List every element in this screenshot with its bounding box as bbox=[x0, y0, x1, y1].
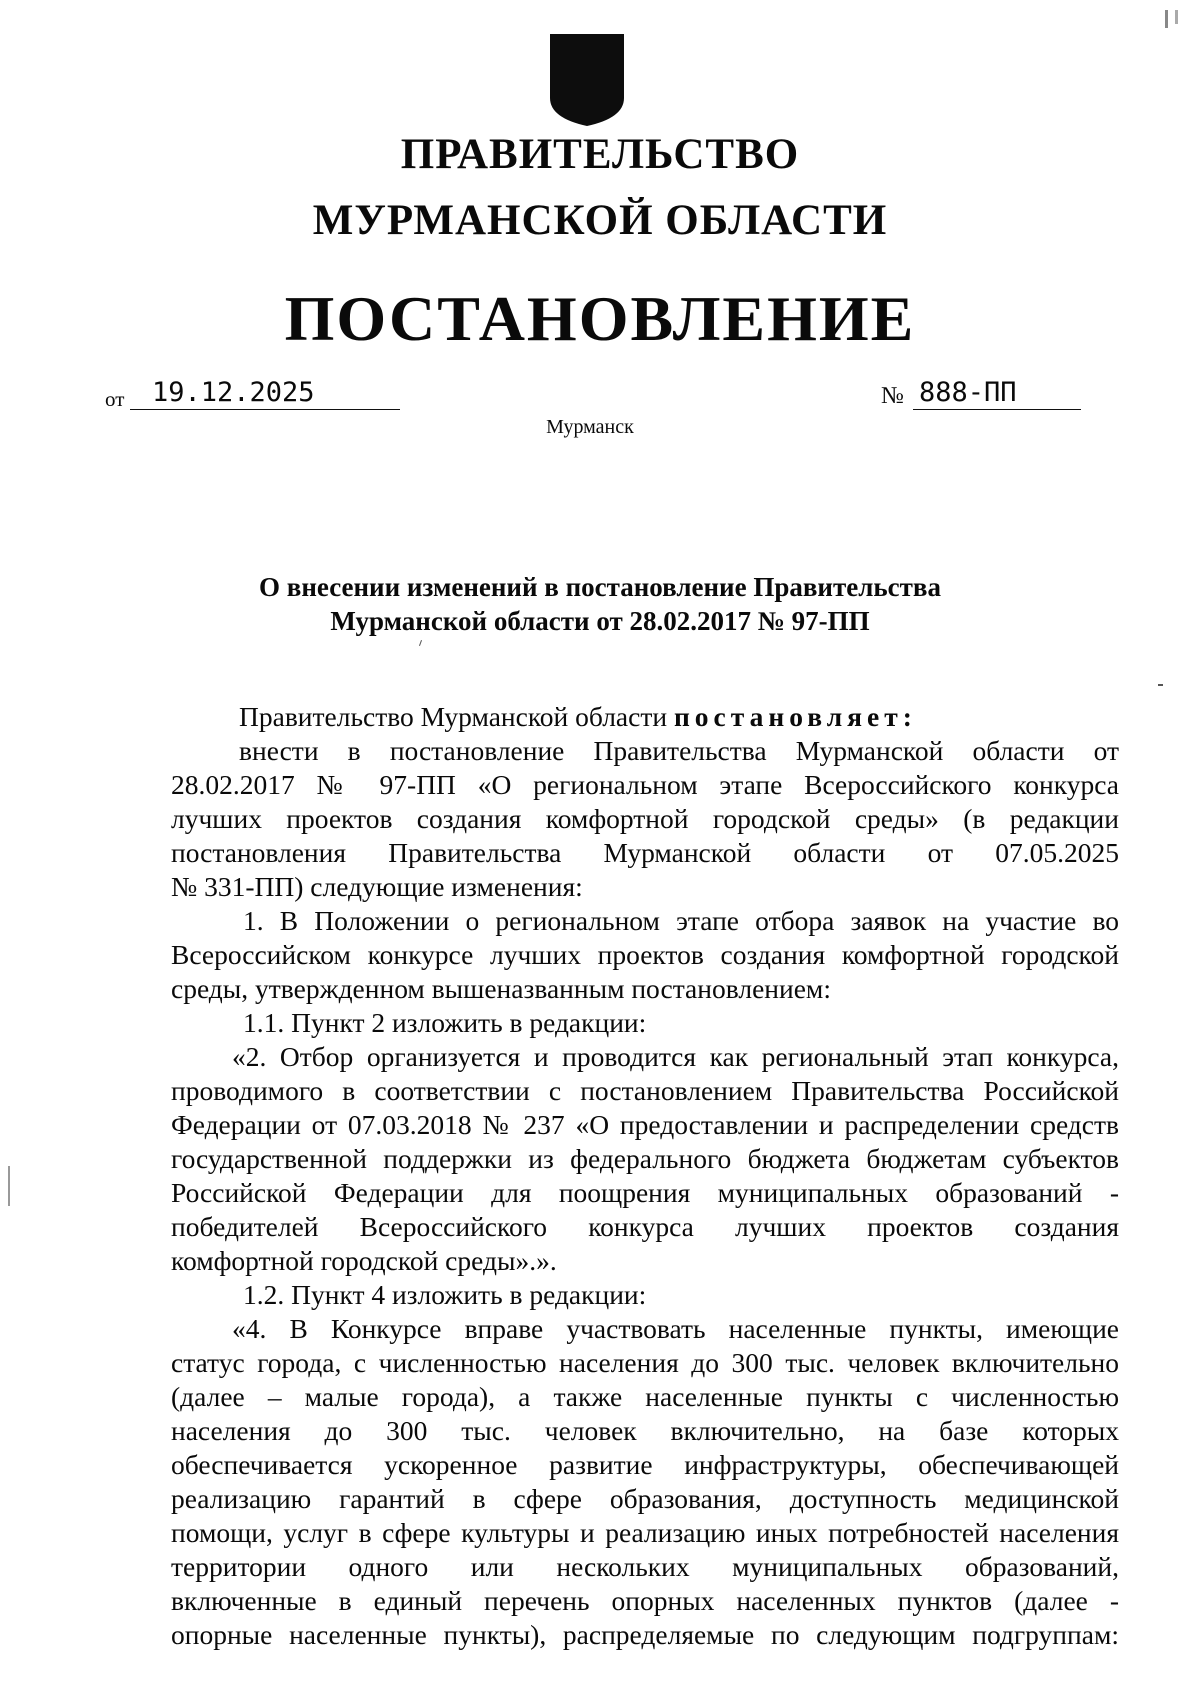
scan-speck bbox=[419, 640, 422, 646]
scan-mark bbox=[1165, 10, 1168, 28]
date-number-row bbox=[105, 377, 1105, 411]
title-line: Мурманской области от 28.02.2017 № 97-ПП bbox=[330, 606, 870, 636]
body-line: опорные населенные пункты), распределяемые по следующим подгруппам: bbox=[171, 1619, 1119, 1650]
body-line: государственной поддержки из федерального бюджета бюджетам субъектов bbox=[171, 1143, 1119, 1174]
body-line: территории одного или нескольких муниципальных образований, bbox=[171, 1551, 1119, 1582]
scan-speck bbox=[8, 1166, 10, 1206]
body-line: «2. Отбор организуется и проводится как региональный этап конкурса, bbox=[232, 1041, 1119, 1072]
intro-line bbox=[171, 700, 1119, 734]
coat-of-arms-icon bbox=[548, 32, 626, 128]
body-line: лучших проектов создания комфортной городской среды» (в редакции bbox=[171, 803, 1119, 834]
document-date: 19.12.2025 bbox=[130, 377, 400, 410]
title-line: О внесении изменений в постановление Правительства bbox=[259, 572, 941, 602]
body-line: статус города, с численностью населения до 300 тыс. человек включительно bbox=[171, 1347, 1119, 1378]
body-line: Федерации от 07.03.2018 № 237 «О предоставлении и распределении средств bbox=[171, 1109, 1119, 1140]
body-line: постановления Правительства Мурманской области от 07.05.2025 bbox=[171, 837, 1119, 868]
document-title bbox=[0, 570, 1200, 638]
body-line: № 331-ПП) следующие изменения: bbox=[171, 871, 583, 902]
document-type-heading: ПОСТАНОВЛЕНИЕ bbox=[284, 283, 916, 354]
body-line: обеспечивается ускоренное развитие инфраструктуры, обеспечивающей bbox=[171, 1449, 1119, 1480]
body-line: 28.02.2017 № 97-ПП «О региональном этапе Всероссийского конкурса bbox=[171, 769, 1119, 800]
city-label: Мурманск bbox=[546, 416, 634, 438]
body-line: включенные в единый перечень опорных населенных пунктов (далее - bbox=[171, 1585, 1119, 1616]
body-line: Всероссийском конкурсе лучших проектов создания комфортной городской bbox=[171, 939, 1119, 970]
body-line: помощи, услуг в сфере культуры и реализацию иных потребностей населения bbox=[171, 1517, 1119, 1548]
date-label: от bbox=[105, 387, 125, 411]
government-heading: ПРАВИТЕЛЬСТВО bbox=[400, 131, 800, 178]
body-line: комфортной городской среды».». bbox=[171, 1245, 557, 1276]
body-line: среды, утвержденном вышеназванным постановлением: bbox=[171, 973, 831, 1004]
body-line: реализацию гарантий в сфере образования, доступность медицинской bbox=[171, 1483, 1119, 1514]
intro-prefix: Правительство Мурманской области bbox=[239, 701, 674, 732]
scan-mark bbox=[1175, 10, 1178, 24]
document-number: 888-ПП bbox=[913, 377, 1081, 410]
body-line: 1. В Положении о региональном этапе отбора заявок на участие во bbox=[243, 905, 1119, 936]
body-line: (далее – малые города), а также населенные пункты с численностью bbox=[171, 1381, 1119, 1412]
body-line: 1.1. Пункт 2 изложить в редакции: bbox=[243, 1007, 647, 1038]
body-line: «4. В Конкурсе вправе участвовать населенные пункты, имеющие bbox=[232, 1313, 1119, 1344]
body-line: 1.2. Пункт 4 изложить в редакции: bbox=[243, 1279, 647, 1310]
document-body bbox=[171, 700, 1119, 1652]
region-heading: МУРМАНСКОЙ ОБЛАСТИ bbox=[312, 197, 888, 244]
body-line: внести в постановление Правительства Мурманской области от bbox=[239, 735, 1119, 766]
body-line: населения до 300 тыс. человек включительно, на базе которых bbox=[171, 1415, 1119, 1446]
body-line: проводимого в соответствии с постановлением Правительства Российской bbox=[171, 1075, 1119, 1106]
number-label: № bbox=[881, 383, 904, 409]
body-line: Российской Федерации для поощрения муниципальных образований - bbox=[171, 1177, 1119, 1208]
decree-word: постановляет: bbox=[673, 701, 917, 732]
body-line: победителей Всероссийского конкурса лучших проектов создания bbox=[171, 1211, 1119, 1242]
scan-speck bbox=[1158, 684, 1163, 686]
